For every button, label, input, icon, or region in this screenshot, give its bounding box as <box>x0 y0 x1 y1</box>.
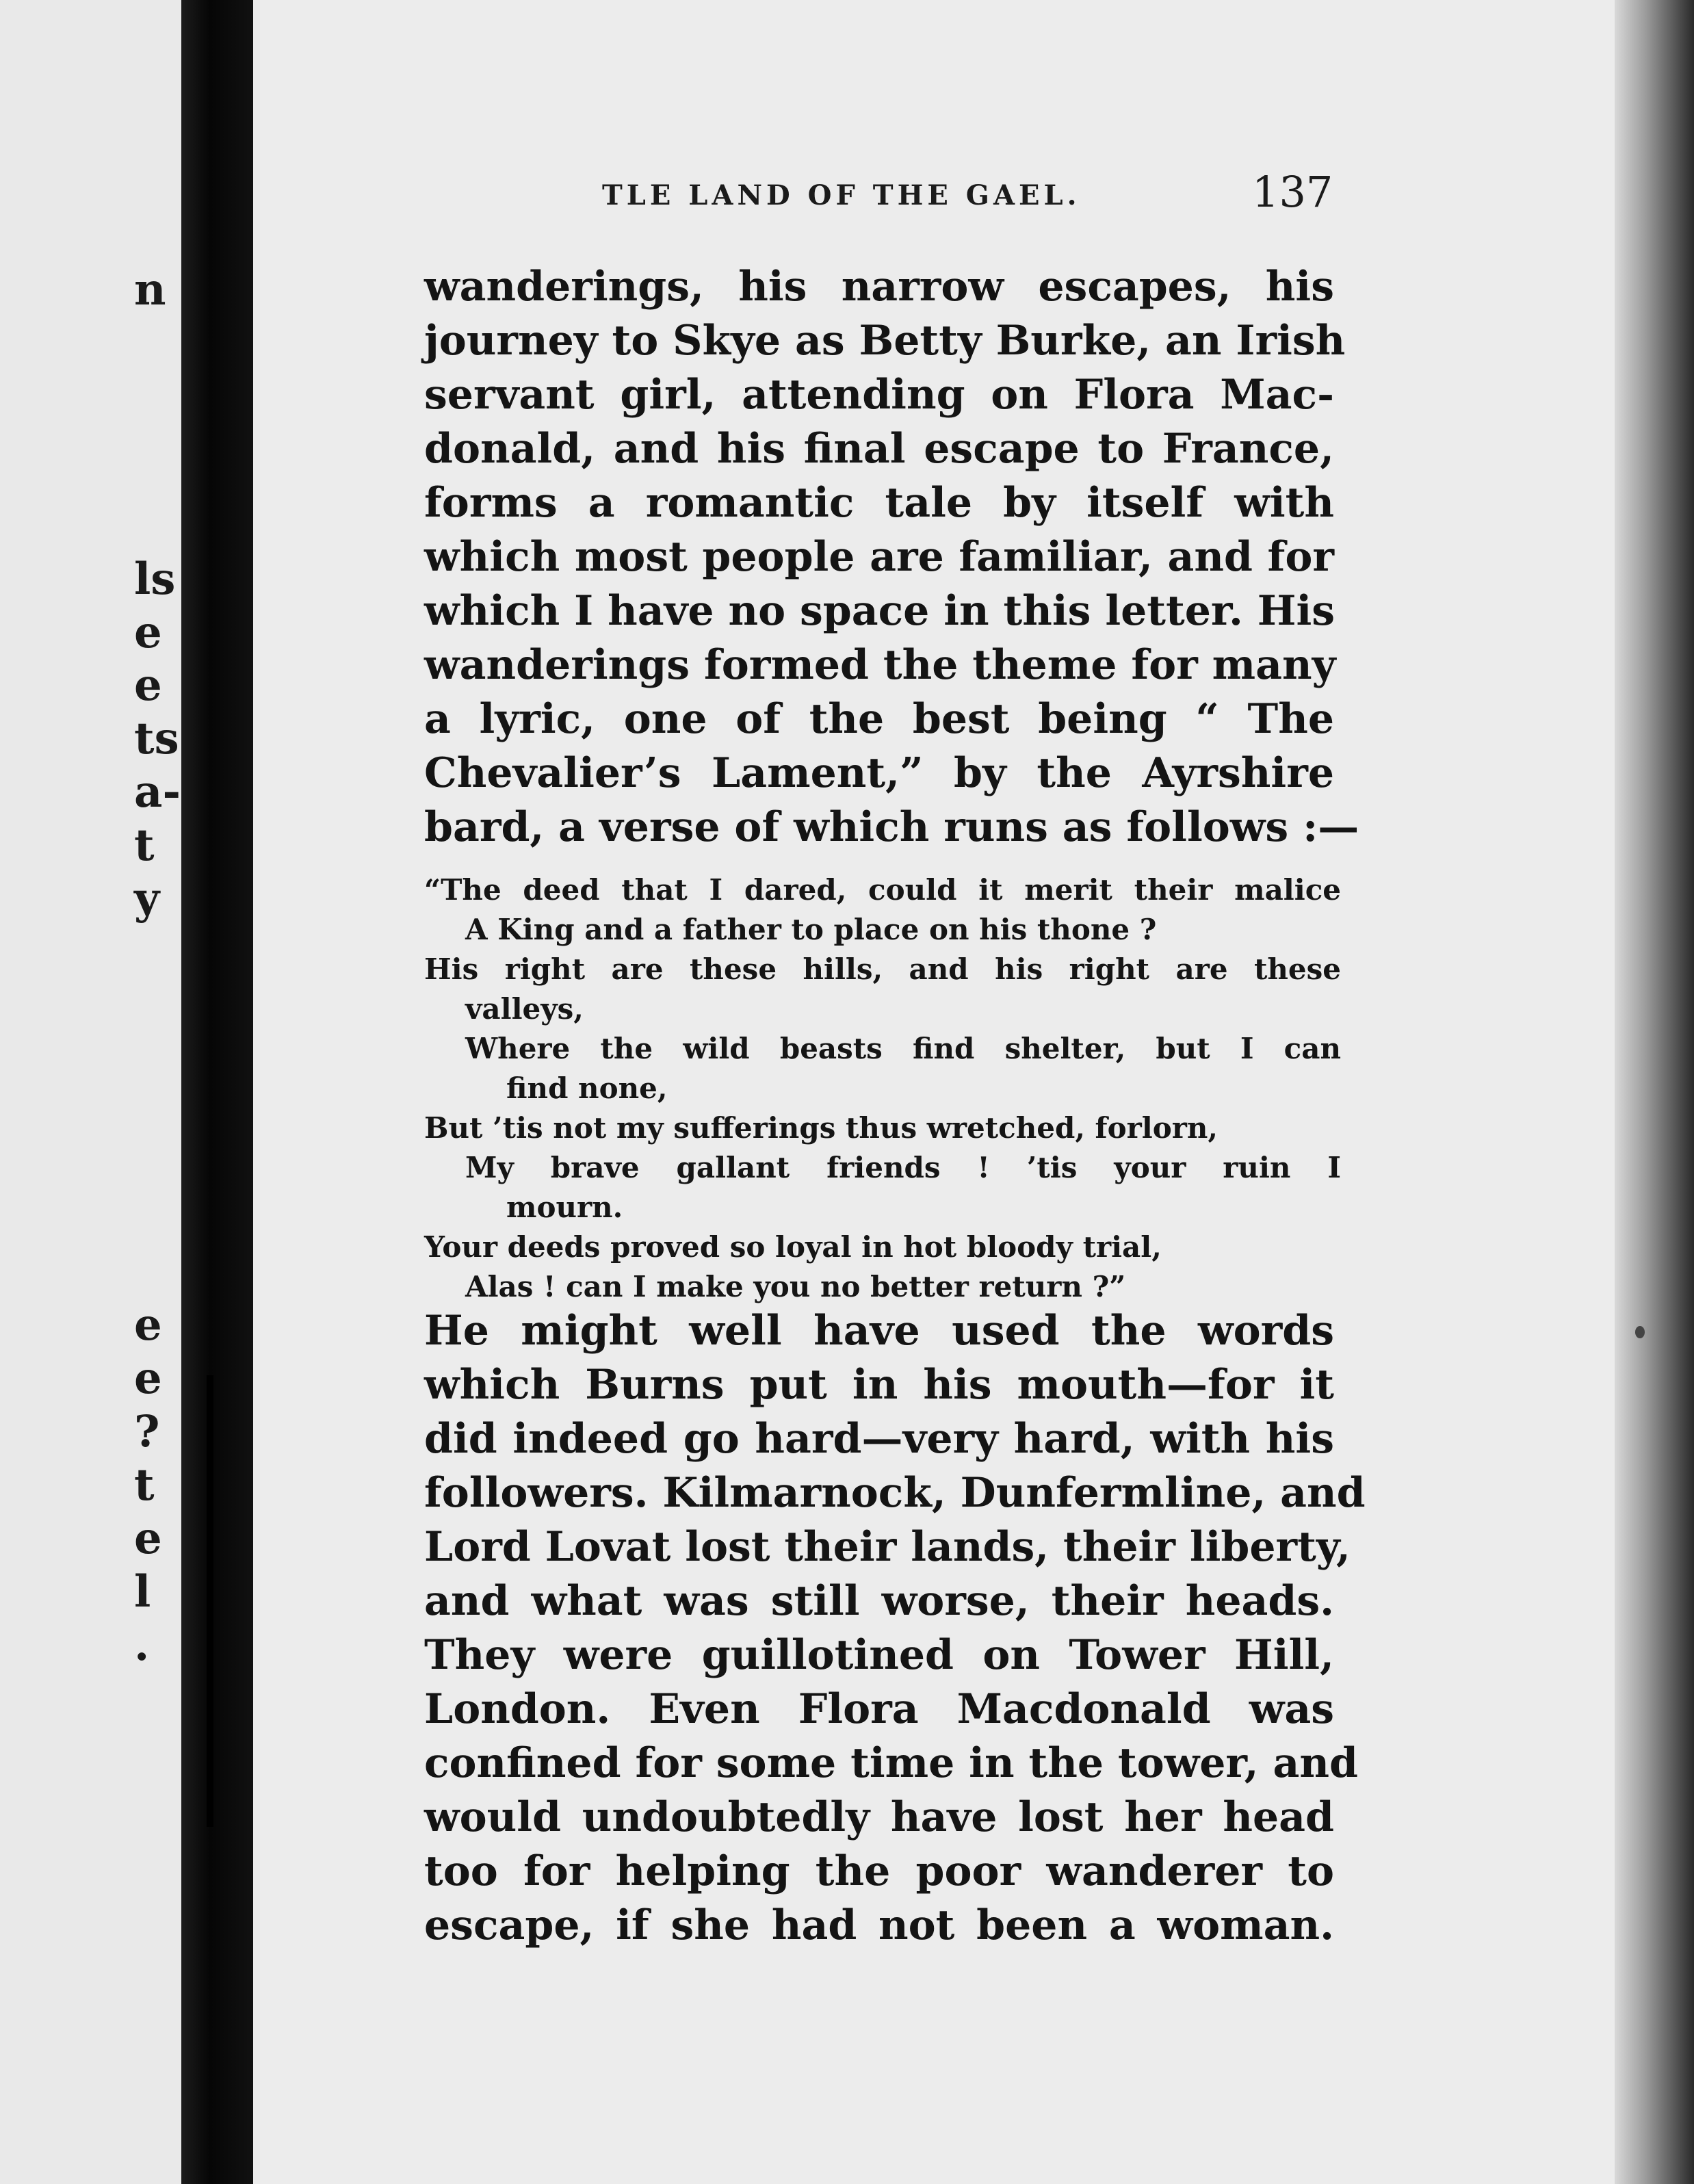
text-line: bard, a verse of which runs as follows :— <box>424 803 1359 851</box>
poem-line: His right are these hills, and his right are these <box>424 952 1341 986</box>
previous-page-edge <box>0 0 181 2184</box>
book-gutter <box>181 0 253 2184</box>
poem-quotation <box>424 870 1341 1307</box>
text-line: escape, if she had not been a woman. <box>424 1901 1334 1949</box>
page-edge-mark <box>1635 1326 1645 1338</box>
text-line: forms a romantic tale by itself with <box>424 479 1334 527</box>
text-line: too for helping the poor wanderer to <box>424 1847 1334 1895</box>
paragraph-1 <box>424 260 1359 855</box>
page-edge-shadow <box>1615 0 1694 2184</box>
text-line: servant girl, attending on Flora Mac- <box>424 371 1334 419</box>
left-page-fragment: n <box>134 264 166 315</box>
text-line: did indeed go hard—very hard, with his <box>424 1415 1334 1463</box>
text-line: and what was still worse, their heads. <box>424 1577 1334 1625</box>
left-page-fragment: e <box>134 1299 162 1351</box>
left-page-fragment: ts <box>134 713 179 764</box>
left-page-fragment: t <box>134 1459 155 1511</box>
poem-line: valleys, <box>465 992 584 1026</box>
text-line: wanderings formed the theme for many <box>424 641 1336 689</box>
left-page-fragment: e <box>134 1513 162 1564</box>
poem-line: mourn. <box>506 1191 623 1224</box>
left-page-fragment: y <box>134 873 160 924</box>
paragraph-2 <box>424 1304 1366 1953</box>
left-page-fragment: l <box>134 1566 151 1617</box>
left-page-fragment: e <box>134 1353 162 1404</box>
text-line: London. Even Flora Macdonald was <box>424 1685 1334 1733</box>
left-page-fragment: a- <box>134 766 181 818</box>
text-line: a lyric, one of the best being “ The <box>424 695 1334 743</box>
poem-line: Your deeds proved so loyal in hot bloody trial, <box>424 1230 1162 1264</box>
poem-line: Alas ! can I make you no better return ?” <box>465 1270 1126 1303</box>
text-line: confined for some time in the tower, and <box>424 1739 1358 1787</box>
poem-line: A King and a father to place on his thone ? <box>465 913 1157 946</box>
text-line: Chevalier’s Lament,” by the Ayrshire <box>424 749 1334 797</box>
gutter-shadow <box>207 1375 213 1827</box>
left-page-fragment: ls <box>134 554 176 605</box>
text-line: They were guillotined on Tower Hill, <box>424 1631 1334 1679</box>
text-line: which most people are familiar, and for <box>424 533 1334 581</box>
left-page-fragment: . <box>134 1620 150 1671</box>
left-page-fragment: t <box>134 820 155 871</box>
left-page-fragment: e <box>134 660 162 711</box>
poem-line: My brave gallant friends ! ’tis your ruin I <box>465 1151 1341 1184</box>
text-line: Lord Lovat lost their lands, their liberty, <box>424 1523 1351 1571</box>
text-line: donald, and his final escape to France, <box>424 425 1334 473</box>
text-line: wanderings, his narrow escapes, his <box>424 263 1334 311</box>
poem-line: But ’tis not my sufferings thus wretched, forlorn, <box>424 1111 1219 1145</box>
text-line: which Burns put in his mouth—for it <box>424 1361 1334 1409</box>
text-line: followers. Kilmarnock, Dunfermline, and <box>424 1469 1366 1517</box>
page-number: 137 <box>1252 167 1333 217</box>
poem-line: find none, <box>506 1071 668 1105</box>
text-line: journey to Skye as Betty Burke, an Irish <box>424 317 1346 365</box>
poem-line: “The deed that I dared, could it merit their malice <box>424 873 1341 907</box>
text-line: would undoubtedly have lost her head <box>424 1793 1334 1841</box>
left-page-fragment: ? <box>134 1406 160 1457</box>
running-title: TLE LAND OF THE GAEL. <box>602 179 1081 211</box>
poem-line: Where the wild beasts find shelter, but I can <box>465 1032 1341 1065</box>
text-line: He might well have used the words <box>424 1307 1334 1355</box>
left-page-fragment: e <box>134 607 162 658</box>
text-line: which I have no space in this letter. His <box>424 587 1335 635</box>
